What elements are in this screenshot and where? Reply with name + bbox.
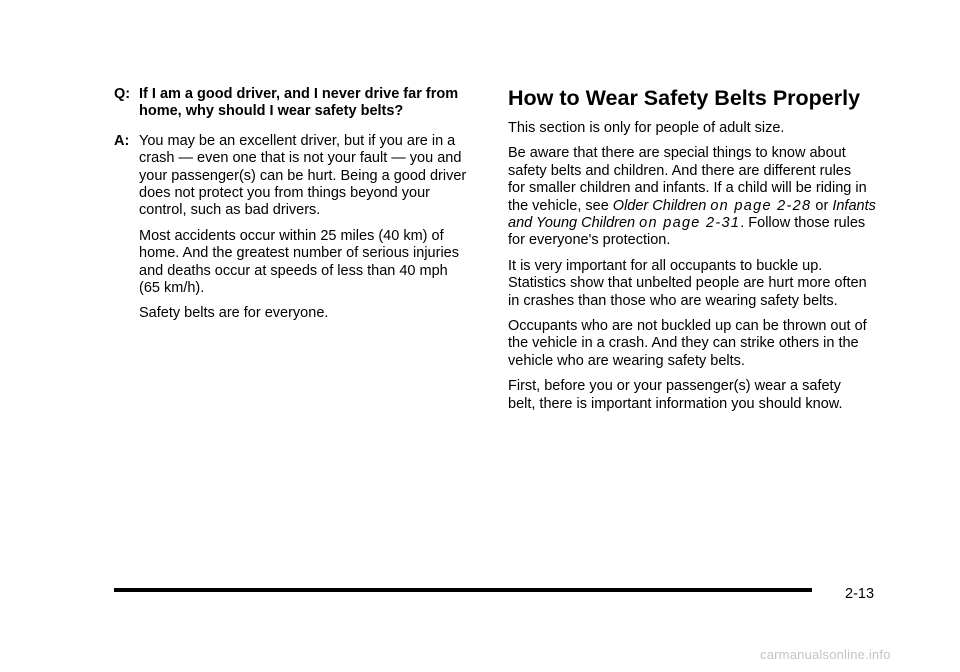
older-children-link[interactable] [613,198,812,214]
body-paragraph: It is very important for all occupants to buckle up. Statistics show that unbelted people are hurt more often in crashes than those who are wearing safety belts. [508,257,867,309]
xref-page: on page 2‑28 [710,197,812,214]
question-label: Q: [114,86,131,102]
answer-block [114,133,470,331]
children-paragraph [508,145,878,249]
body-paragraph: Occupants who are not buckled up can be thrown out of the vehicle in a crash. And they can strike others in the vehicle who are wearing safety belts. [508,318,867,369]
body-paragraph: This section is only for people of adult size. [508,120,785,136]
right-column [508,86,878,421]
question-text: If I am a good driver, and I never drive far from home, why should I wear safety belts? [139,86,459,120]
footer-rule [114,588,812,592]
answer-paragraph: You may be an excellent driver, but if you are in a crash — even one that is not your fault — you and your passenger(s) can be hurt. Being a good driver does not protect you from things beyond your control, such as bad drivers. [139,132,467,219]
page-number: 2-13 [845,586,875,602]
section-heading: How to Wear Safety Belts Properly [508,86,861,110]
watermark-text: carmanualsonline.info [760,647,891,662]
xref-title: Older Children [612,197,711,214]
answer-paragraph: Most accidents occur within 25 miles (40 km) of home. And the greatest number of serious injuries and deaths occur at speeds of less than 40 mph (65 km/h). [139,227,459,297]
paragraph-text: . Follow those rules for everyone's protection. [508,215,866,249]
xref-page: on page 2‑31 [639,215,741,232]
paragraph-text: Be aware that there are special things to know about safety belts and children. And there are different rules for smaller children and infants. If a child will be riding in the vehicle, see [508,145,867,214]
answer-paragraph: Safety belts are for everyone. [139,305,329,322]
question-block [114,86,470,121]
answer-label: A: [114,132,130,149]
answer-body [139,133,470,331]
left-column [114,86,470,343]
body-paragraph: First, before you or your passenger(s) wear a safety belt, there is important information you should know. [508,378,843,412]
xref-title: Infants and Young Children [508,197,876,232]
paragraph-text: or [811,197,833,214]
